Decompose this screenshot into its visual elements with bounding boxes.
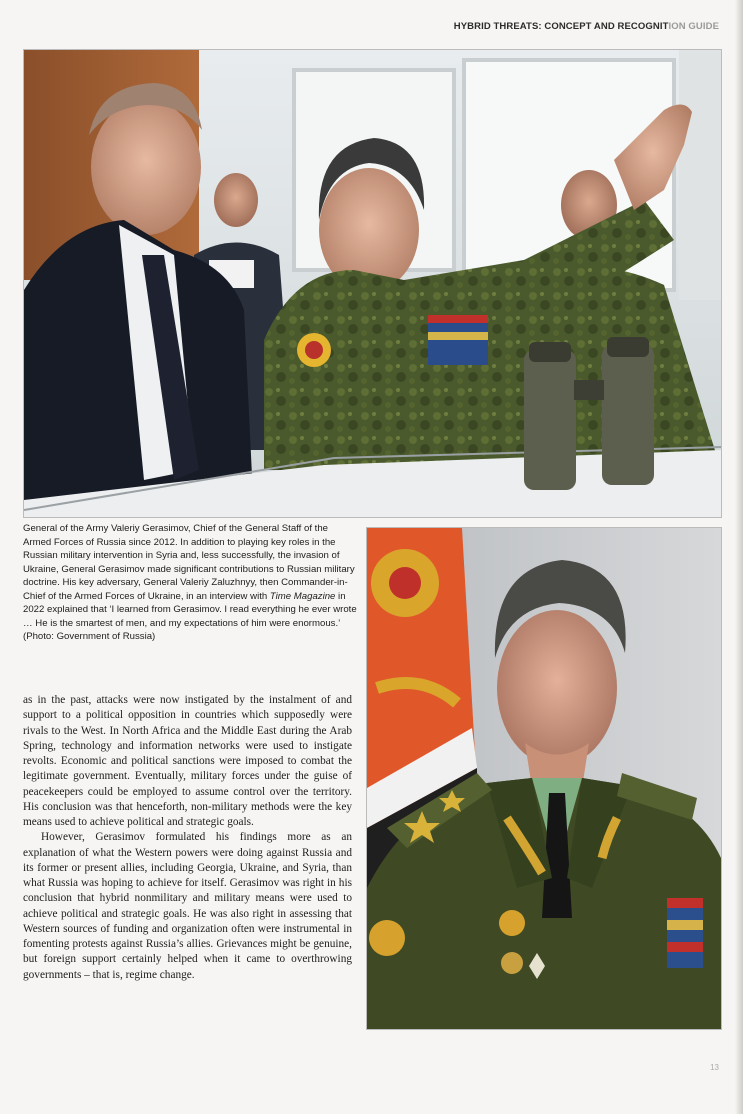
photo-portrait [366,527,722,1030]
caption-text-1: General of the Army Valeriy Gerasimov, Chief of the General Staff of the Armed Forces of Russia since 2012. In addition to playing key roles in the Russian military intervention in Syria and, less successfully, the invasion of Ukraine, General Gerasimov made significant contributions to Russian military doctrine. His key adversary, General Valeriy Zaluzhnyy, then Commander-in-Chief of the Armed Forces of Ukraine, in an interview with [23,523,355,602]
caption-italic-title: Time Magazine [269,590,336,602]
photo-meeting [23,49,722,518]
running-head-faint-text: ION GUIDE [668,21,719,32]
body-paragraph-2: However, Gerasimov formulated his findings more as an explanation of what the Western powers were doing against Russia and its former or present allies, including Georgia, Ukraine, and Syria, than what Russia was hoping to achieve for itself. Gerasimov was right in his conclusion that hybrid nonmilitary and military means were used to achieve political and strategic goals. He was also right in assessing that Western sources of funding and organization often were instrumental in fomenting protests against Russia’s allies. Grievances might be genuine, but foreign support certainly helped when it came to overthrowing governments – that is, regime change. [23,831,352,981]
running-head [454,21,719,32]
body-paragraph-1: as in the past, attacks were now instigated by the instalment of and support to a political opposition in countries which supposedly were rivals to the West. In North Africa and the Middle East during the Arab Spring, technology and information networks were used to instigate revolts. Economic and political sanctions were imposed to combat the legitimate government. Eventually, military forces under the guise of peacekeepers could be employed to assume control over the territory. His conclusion was that henceforth, non-military methods were the key means used to achieve political and strategic goals. [23,694,352,828]
running-head-text: HYBRID THREATS: CONCEPT AND RECOGNIT [453,21,669,32]
body-text [23,693,352,983]
photo-caption [23,522,357,644]
page-number: 13 [710,1063,719,1072]
page-edge-shadow [735,0,743,1114]
caption-text-2: in 2022 explained that ‘I learned from Gerasimov. I read everything he ever wrote … He is the smartest of men, and my expectations of him were enormous.’ (Photo: Government of Russia) [23,590,357,642]
